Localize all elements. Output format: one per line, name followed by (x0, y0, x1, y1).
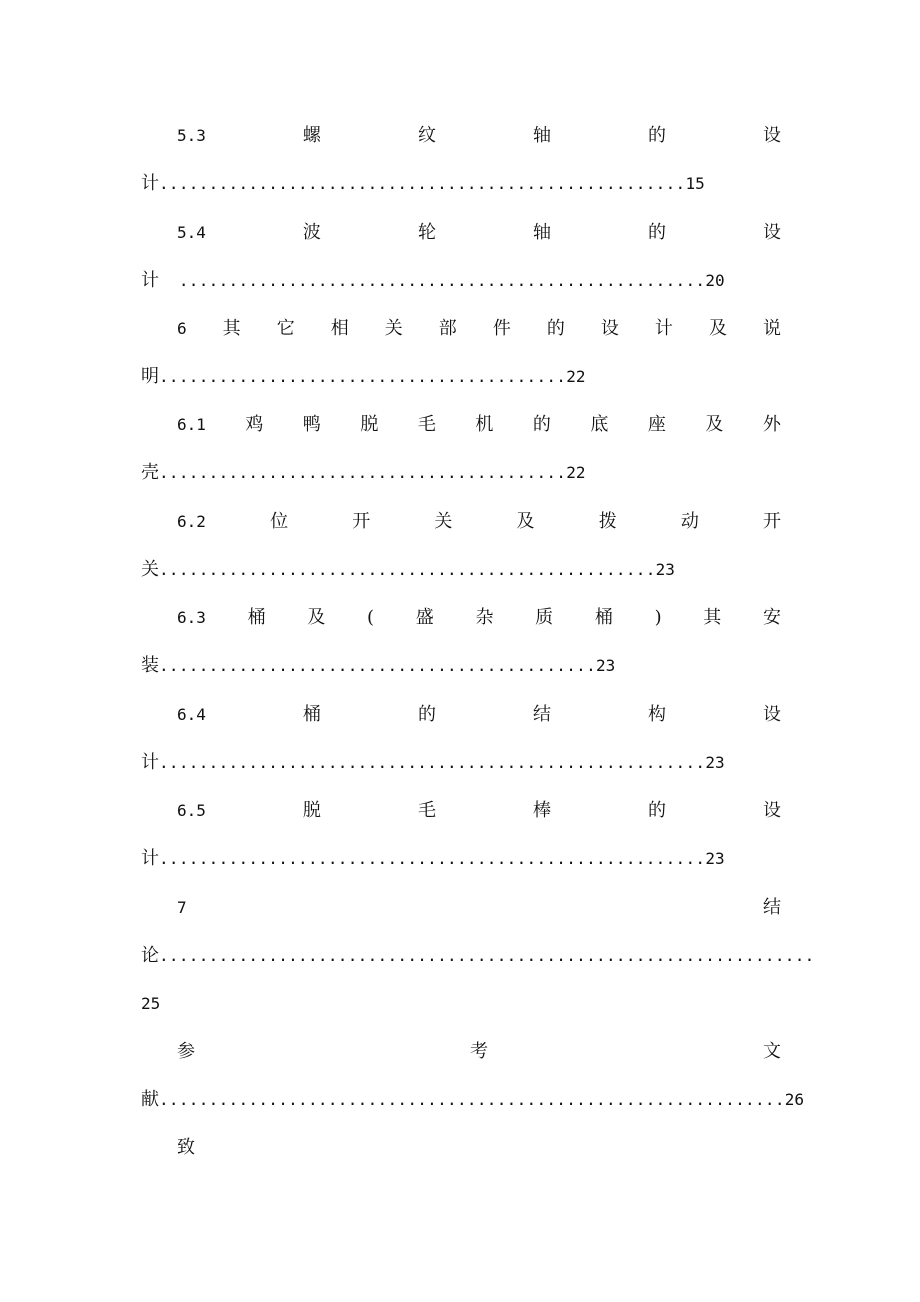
title-char: 外 (762, 414, 781, 435)
title-char: 装 (141, 655, 159, 676)
title-char: 的 (647, 222, 666, 243)
dot-leader: ............................................................... (159, 1090, 785, 1109)
title-char: 轴 (532, 125, 551, 146)
dot-leader: ......................................... (159, 463, 567, 482)
title-char: 质 (535, 607, 554, 628)
title-char: 明 (141, 366, 159, 387)
toc-entry-references-leader[interactable] (141, 1088, 805, 1112)
title-char: 的 (532, 414, 551, 435)
title-char: 轮 (417, 222, 436, 243)
title-char: 计 (141, 752, 159, 773)
toc-entry-5-4-title[interactable] (177, 221, 781, 245)
title-char: 关 (141, 559, 159, 580)
title-char: 它 (276, 318, 295, 339)
title-char: 鸡 (245, 414, 264, 435)
toc-entry-5-3-title[interactable] (177, 124, 781, 148)
page-number: 23 (596, 656, 616, 675)
title-char: 及 (516, 511, 535, 532)
section-number: 5.3 (177, 126, 206, 145)
toc-entry-7-title[interactable] (177, 896, 781, 920)
title-char: 其 (703, 607, 722, 628)
title-char: 安 (763, 607, 781, 628)
toc-entry-6-3-leader[interactable] (141, 654, 781, 678)
title-char: ) (654, 607, 662, 628)
section-number: 6.2 (177, 512, 206, 531)
title-char: 计 (141, 848, 159, 869)
dot-leader: .................................................. (159, 560, 656, 579)
title-char: 说 (762, 318, 781, 339)
dot-leader: ............................................ (159, 656, 597, 675)
toc-entry-7-leader[interactable] (141, 944, 815, 968)
title-char: 的 (647, 125, 666, 146)
dot-leader: ....................................................... (159, 849, 706, 868)
title-char: 螺 (302, 125, 321, 146)
title-char: 计 (654, 318, 673, 339)
toc-entry-7-page[interactable] (141, 992, 781, 1016)
section-number: 6.1 (177, 415, 206, 434)
title-char: 开 (763, 511, 781, 532)
title-char: 献 (141, 1089, 159, 1110)
toc-entry-references-title[interactable] (177, 1040, 781, 1064)
toc-entry-acknowledgement-title[interactable] (177, 1136, 817, 1160)
title-char: 设 (600, 318, 619, 339)
page-number: 20 (705, 271, 725, 290)
title-char: 其 (222, 318, 241, 339)
title-char: 脱 (302, 800, 321, 821)
title-char: 及 (708, 318, 727, 339)
dot-leader: ..................................................... (159, 174, 686, 193)
dot-leader: ....................................................... (159, 753, 706, 772)
page-number: 26 (784, 1090, 805, 1109)
section-number: 5.4 (177, 223, 206, 242)
title-char: 开 (352, 511, 371, 532)
title-char: 设 (762, 800, 781, 821)
title-char: 盛 (415, 607, 434, 628)
title-char: 关 (384, 318, 403, 339)
title-char: 计 (141, 173, 159, 194)
toc-entry-6-title[interactable] (177, 317, 781, 341)
title-char: 件 (492, 318, 511, 339)
toc-entry-6-2-title[interactable] (177, 510, 781, 534)
title-char: 纹 (417, 125, 436, 146)
toc-entry-6-3-title[interactable] (177, 606, 781, 630)
section-number: 6 (177, 319, 187, 338)
toc-entry-6-1-title[interactable] (177, 413, 781, 437)
page-number: 15 (685, 174, 705, 193)
title-char: 文 (763, 1041, 781, 1062)
title-char: 毛 (417, 800, 436, 821)
title-char: 机 (475, 414, 494, 435)
toc-entry-6-4-title[interactable] (177, 703, 781, 727)
title-char: 波 (302, 222, 321, 243)
title-char: 位 (270, 511, 289, 532)
title-char: 构 (647, 704, 666, 725)
title-char: 的 (546, 318, 565, 339)
dot-leader: ......................................... (159, 367, 567, 386)
title-char: 结 (532, 704, 551, 725)
title-char: 的 (647, 800, 666, 821)
title-char: 的 (417, 704, 436, 725)
title-char: 动 (680, 511, 699, 532)
section-number: 7 (177, 898, 187, 917)
section-number: 6.4 (177, 705, 206, 724)
title-char: 设 (762, 125, 781, 146)
toc-entry-6-4-leader[interactable] (141, 751, 781, 775)
page-number: 23 (705, 753, 725, 772)
page-number: 22 (566, 367, 586, 386)
page-number: 25 (141, 994, 161, 1013)
toc-entry-5-3-leader[interactable] (141, 172, 781, 196)
title-char: 座 (647, 414, 666, 435)
toc-entry-5-4-leader[interactable] (141, 269, 781, 293)
title-char: 脱 (360, 414, 379, 435)
toc-entry-6-2-leader[interactable] (141, 558, 781, 582)
toc-entry-6-leader[interactable] (141, 365, 781, 389)
title-char: 桶 (247, 607, 266, 628)
title-char: 杂 (475, 607, 494, 628)
title-char: 论 (141, 945, 159, 966)
page-number: 23 (705, 849, 725, 868)
title-char: 考 (470, 1041, 488, 1062)
title-char: 及 (307, 607, 326, 628)
title-char: 设 (762, 222, 781, 243)
section-number: 6.3 (177, 608, 206, 627)
page-number: 22 (566, 463, 586, 482)
title-char: 底 (590, 414, 609, 435)
title-char: 桶 (302, 704, 321, 725)
title-char: 棒 (532, 800, 551, 821)
title-char: 计 (141, 270, 159, 291)
title-char: 参 (177, 1041, 195, 1062)
title-char: 部 (438, 318, 457, 339)
title-char: 设 (762, 704, 781, 725)
toc-entry-6-5-title[interactable] (177, 799, 781, 823)
title-char: 关 (434, 511, 453, 532)
title-char: 鸭 (302, 414, 321, 435)
section-number: 6.5 (177, 801, 206, 820)
page-number: 23 (655, 560, 675, 579)
title-char: 桶 (594, 607, 613, 628)
title-char: 及 (705, 414, 724, 435)
title-char: 毛 (417, 414, 436, 435)
toc-entry-6-1-leader[interactable] (141, 461, 781, 485)
title-char: 结 (763, 897, 781, 918)
title-char: ( (367, 607, 375, 628)
title-char: 致 (177, 1137, 195, 1158)
title-char: 轴 (532, 222, 551, 243)
dot-leader: ..................................................... (159, 271, 706, 290)
title-char: 拨 (598, 511, 617, 532)
dot-leader: .................................................................. (159, 946, 815, 965)
title-char: 壳 (141, 462, 159, 483)
title-char: 相 (330, 318, 349, 339)
toc-entry-6-5-leader[interactable] (141, 847, 781, 871)
